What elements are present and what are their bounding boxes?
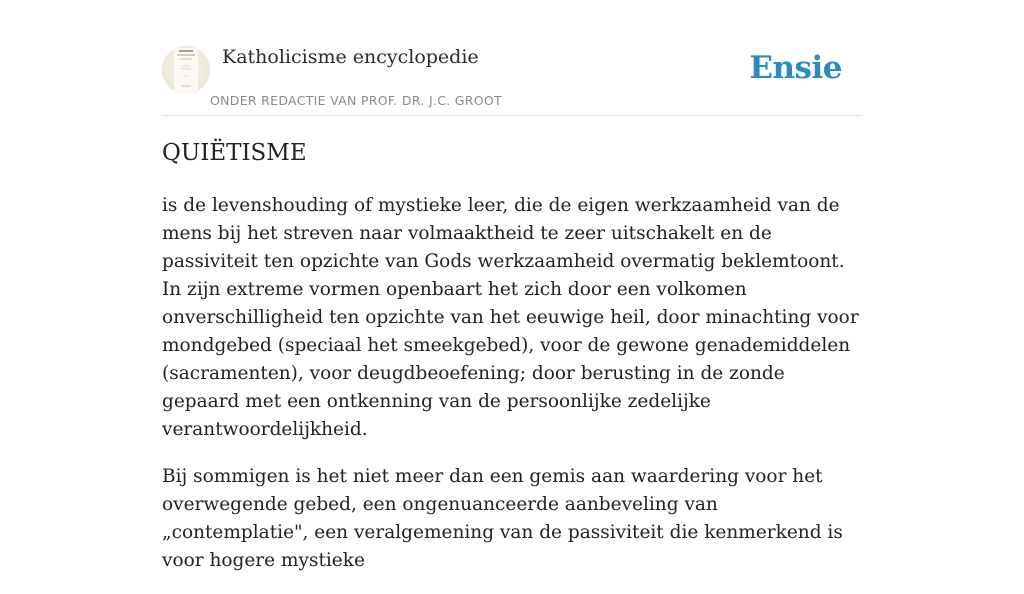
book-title[interactable]: Katholicisme encyclopedie	[222, 46, 479, 68]
entry-body	[162, 192, 862, 594]
site-header	[162, 40, 862, 116]
book-editor: ONDER REDACTIE VAN PROF. DR. J.C. GROOT	[210, 93, 502, 108]
book-cover-thumbnail[interactable]	[162, 46, 210, 94]
entry-title: QUIËTISME	[162, 140, 307, 166]
entry-paragraph: is de levenshouding of mystieke leer, die de eigen werkzaamheid van de mens bij het streven naar volmaaktheid te zeer uitschakelt en de passiviteit ten opzichte van Gods werkzaamheid overmatig beklemtoont. In zijn extreme vormen openbaart het zich door een volkomen onverschilligheid ten opzichte van het eeuwige heil, door minachting voor mondgebed (speciaal het smeekgebed), voor de gewone genademiddelen (sacramenten), voor deugdbeoefening; door berusting in de zonde gepaard met een ontkenning van de persoonlijke zedelijke verantwoordelijkheid.	[162, 195, 859, 440]
book-cover-icon	[162, 46, 210, 94]
entry-paragraph: Bij sommigen is het niet meer dan een gemis aan waardering voor het overwegende gebed, een ongenuanceerde aanbeveling van „contemplatie", een veralgemening van de passiviteit die kenmerkend is voor hogere mystieke	[162, 466, 843, 571]
ensie-logo-link[interactable]: Ensie	[749, 50, 842, 86]
